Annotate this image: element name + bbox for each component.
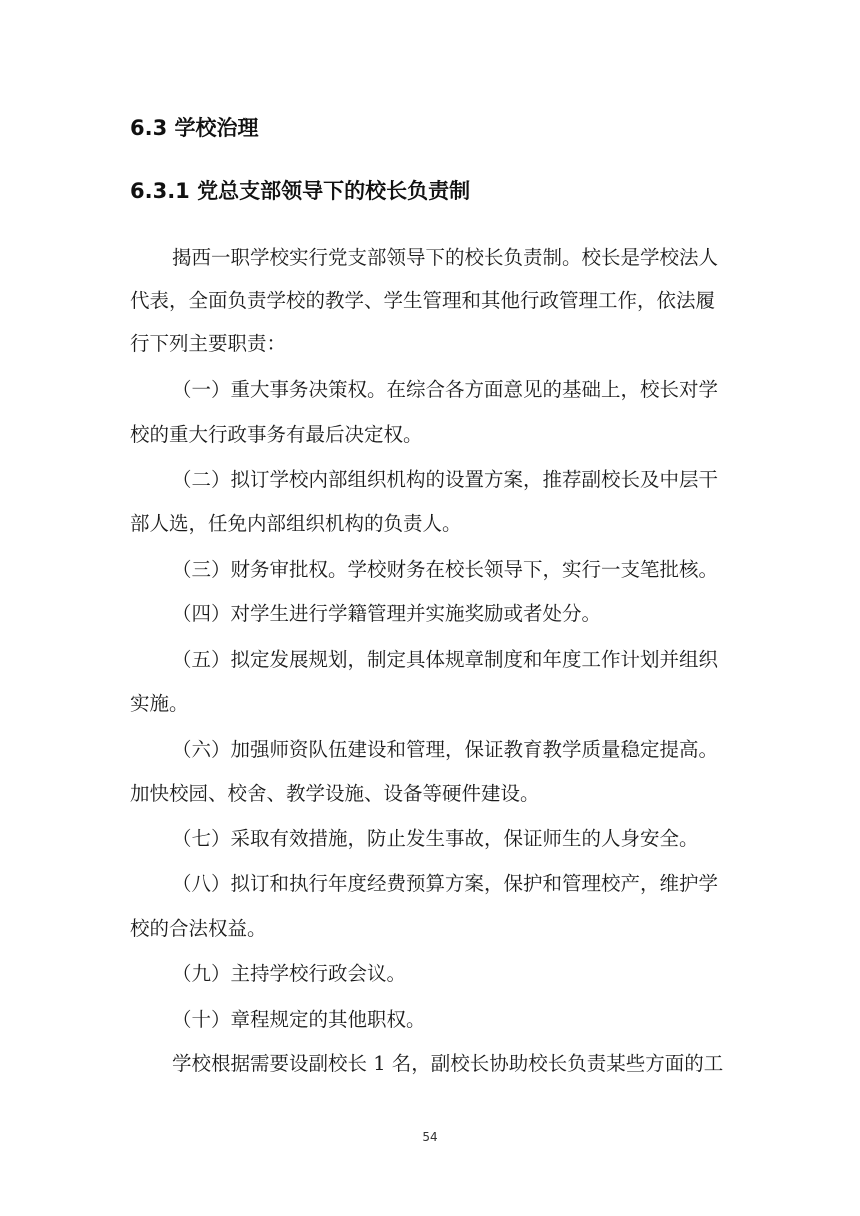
body-line: （五）拟定发展规划，制定具体规章制度和年度工作计划并组织 xyxy=(172,648,719,671)
body-line: （二）拟订学校内部组织机构的设置方案，推荐副校长及中层干 xyxy=(172,468,719,491)
body-line: 揭西一职学校实行党支部领导下的校长负责制。校长是学校法人 xyxy=(172,246,719,269)
body-line: 代表，全面负责学校的教学、学生管理和其他行政管理工作，依法履 xyxy=(130,289,716,312)
body-line: 校的合法权益。 xyxy=(130,917,267,940)
body-line: （三）财务审批权。学校财务在校长领导下，实行一支笔批核。 xyxy=(172,558,719,581)
section-heading: 6.3 学校治理 xyxy=(130,116,259,140)
body-line: 校的重大行政事务有最后决定权。 xyxy=(130,423,423,446)
body-line: （九）主持学校行政会议。 xyxy=(172,962,407,985)
body-line: （八）拟订和执行年度经费预算方案，保护和管理校产，维护学 xyxy=(172,872,719,895)
body-line: （七）采取有效措施，防止发生事故，保证师生的人身安全。 xyxy=(172,827,699,850)
body-line: 行下列主要职责： xyxy=(130,332,287,355)
page-number: 54 xyxy=(422,1130,438,1144)
subsection-heading: 6.3.1 党总支部领导下的校长负责制 xyxy=(130,179,471,203)
body-line: （六）加强师资队伍建设和管理，保证教育教学质量稳定提高。 xyxy=(172,738,719,761)
body-line: （一）重大事务决策权。在综合各方面意见的基础上，校长对学 xyxy=(172,378,719,401)
body-line: 学校根据需要设副校长 1 名，副校长协助校长负责某些方面的工 xyxy=(172,1052,724,1075)
body-line: 部人选，任免内部组织机构的负责人。 xyxy=(130,512,462,535)
body-line: 加快校园、校舍、教学设施、设备等硬件建设。 xyxy=(130,782,540,805)
body-line: （四）对学生进行学籍管理并实施奖励或者处分。 xyxy=(172,602,602,625)
body-line: （十）章程规定的其他职权。 xyxy=(172,1008,426,1031)
body-line: 实施。 xyxy=(130,692,189,715)
